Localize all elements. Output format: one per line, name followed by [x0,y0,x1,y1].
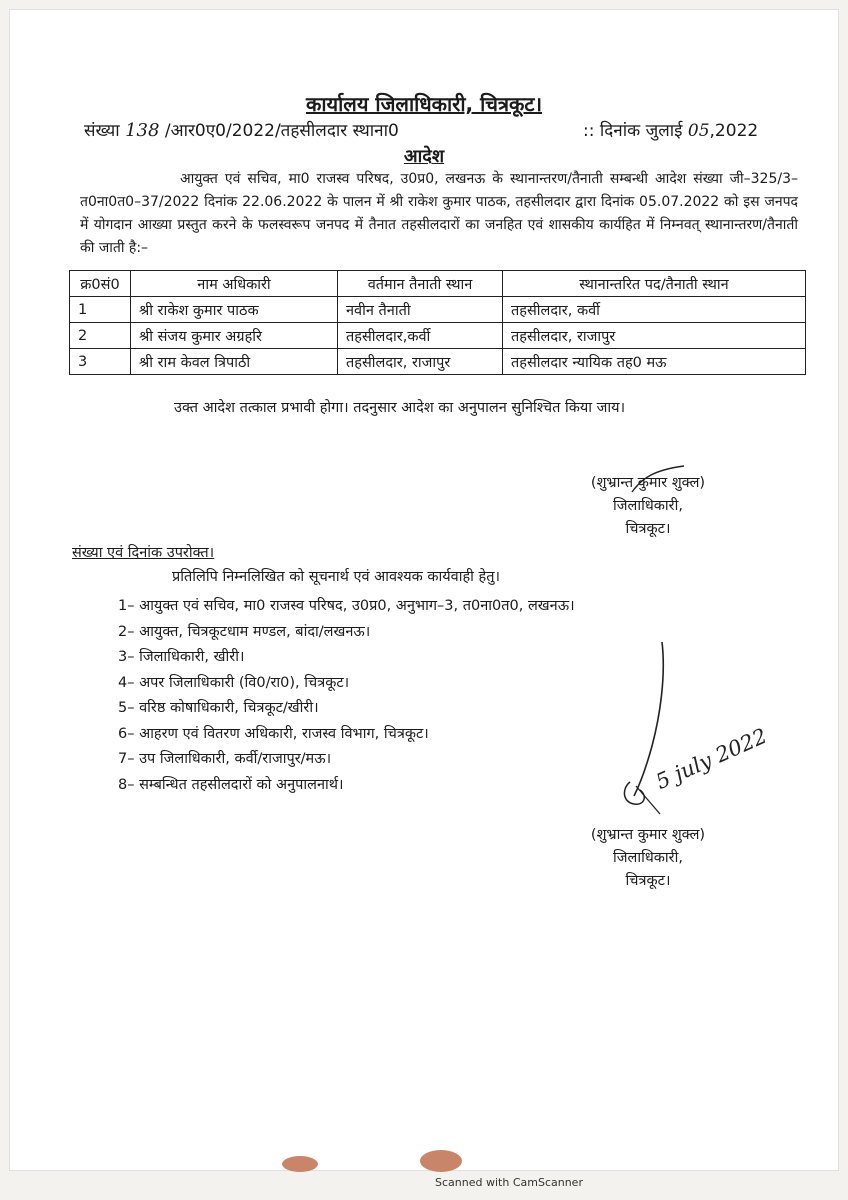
ref-prefix: संख्या [84,121,120,141]
list-item: 1– आयुक्त एवं सचिव, मा0 राजस्व परिषद, उ0प्र0, अनुभाग–3, त0ना0त0, लखनऊ। [118,598,575,614]
signatory-name: (शुभ्रान्त कुमार शुक्ल) [590,827,706,843]
office-title: कार्यालय जिलाधिकारी, चित्रकूट। [305,92,543,116]
signature-stroke-1 [628,460,688,500]
copy-intro: प्रतिलिपि निम्नलिखित को सूचनार्थ एवं आवश्यक कार्यवाही हेतु। [172,569,500,585]
cell-officer-name: श्री राकेश कुमार पाठक [131,297,338,323]
header-officer-name: नाम अधिकारी [131,271,338,297]
signatory-place: चित्रकूट। [625,521,671,537]
cell-new-posting: तहसीलदार न्यायिक तह0 मऊ [503,349,806,375]
header-new-posting: स्थानान्तरित पद/तैनाती स्थान [503,271,806,297]
cell-officer-name: श्री संजय कुमार अग्रहरि [131,323,338,349]
handwritten-date: 5 july 2022 [652,723,771,794]
list-item: 8– सम्बन्धित तहसीलदारों को अनुपालनार्थ। [118,776,344,793]
list-item: 2– आयुक्त, चित्रकूटधाम मण्डल, बांदा/लखनऊ। [118,623,371,640]
signatory-place: चित्रकूट। [625,873,671,889]
date-year: ,2022 [709,121,759,141]
list-item: 5– वरिष्ठ कोषाधिकारी, चित्रकूट/खीरी। [118,700,319,716]
cell-new-posting: तहसीलदार, कर्वी [503,297,806,323]
date-prefix: :: दिनांक जुलाई [583,121,683,141]
order-date [583,118,758,141]
effect-statement: उक्त आदेश तत्काल प्रभावी होगा। तदनुसार आदेश का अनुपालन सुनिश्चित किया जाय। [174,400,626,416]
reference-number [84,118,399,141]
table-header-row [70,271,806,297]
signatory-designation: जिलाधिकारी, [613,850,683,866]
signatory-name: (शुभ्रान्त कुमार शुक्ल) [590,475,706,491]
table-row [70,323,806,349]
cell-current-posting: तहसीलदार,कर्वी [338,323,503,349]
handwritten-signature [600,636,710,836]
cell-officer-name: श्री राम केवल त्रिपाठी [131,349,338,375]
scan-blemish [282,1156,318,1172]
order-intro-paragraph: आयुक्त एवं सचिव, मा0 राजस्व परिषद, उ0प्र0, लखनऊ के स्थानान्तरण/तैनाती सम्बन्धी आदेश संख्या जी–325/3–त0ना0त0–37/2022 दिनांक 22.06.2022 के पालन में श्री राकेश कुमार पाठक, तहसीलदार द्वारा दिनांक 05.07.2022 को इस जनपद में योगदान आख्या प्रस्तुत करने के फलस्वरूप जनपद में तैनात तहसीलदारों का जनहित एवं शासकीय कार्यहित में निम्नवत् स्थानान्तरण/तैनाती की जाती है:– [80,171,798,256]
cell-serial: 1 [70,297,131,323]
cell-current-posting: नवीन तैनाती [338,297,503,323]
list-item: 4– अपर जिलाधिकारी (वि0/रा0), चित्रकूट। [118,674,350,691]
table-row [70,349,806,375]
list-item: 7– उप जिलाधिकारी, कर्वी/राजापुर/मऊ। [118,751,332,767]
cell-current-posting: तहसीलदार, राजापुर [338,349,503,375]
transfer-table [69,270,806,375]
cell-new-posting: तहसीलदार, राजापुर [503,323,806,349]
list-item: 6– आहरण एवं वितरण अधिकारी, राजस्व विभाग, चित्रकूट। [118,725,429,742]
header-serial: क्र0सं0 [70,271,131,297]
ref-suffix: /आर0ए0/2022/तहसीलदार स्थाना0 [164,121,399,141]
order-heading: आदेश [403,146,445,167]
list-item: 3– जिलाधिकारी, खीरी। [118,649,245,665]
signatory-designation: जिलाधिकारी, [613,498,683,514]
header-current-posting: वर्तमान तैनाती स्थान [338,271,503,297]
copy-recipient-list [118,594,575,798]
scanner-watermark: Scanned with CamScanner [435,1176,583,1189]
date-day-handwritten: 05 [687,121,710,141]
copy-heading: संख्या एवं दिनांक उपरोक्त। [72,545,215,561]
scan-blemish [420,1150,462,1172]
cell-serial: 2 [70,323,131,349]
signature-block-2 [566,824,730,893]
table-row [70,297,806,323]
cell-serial: 3 [70,349,131,375]
ref-number-handwritten: 138 [125,120,160,141]
